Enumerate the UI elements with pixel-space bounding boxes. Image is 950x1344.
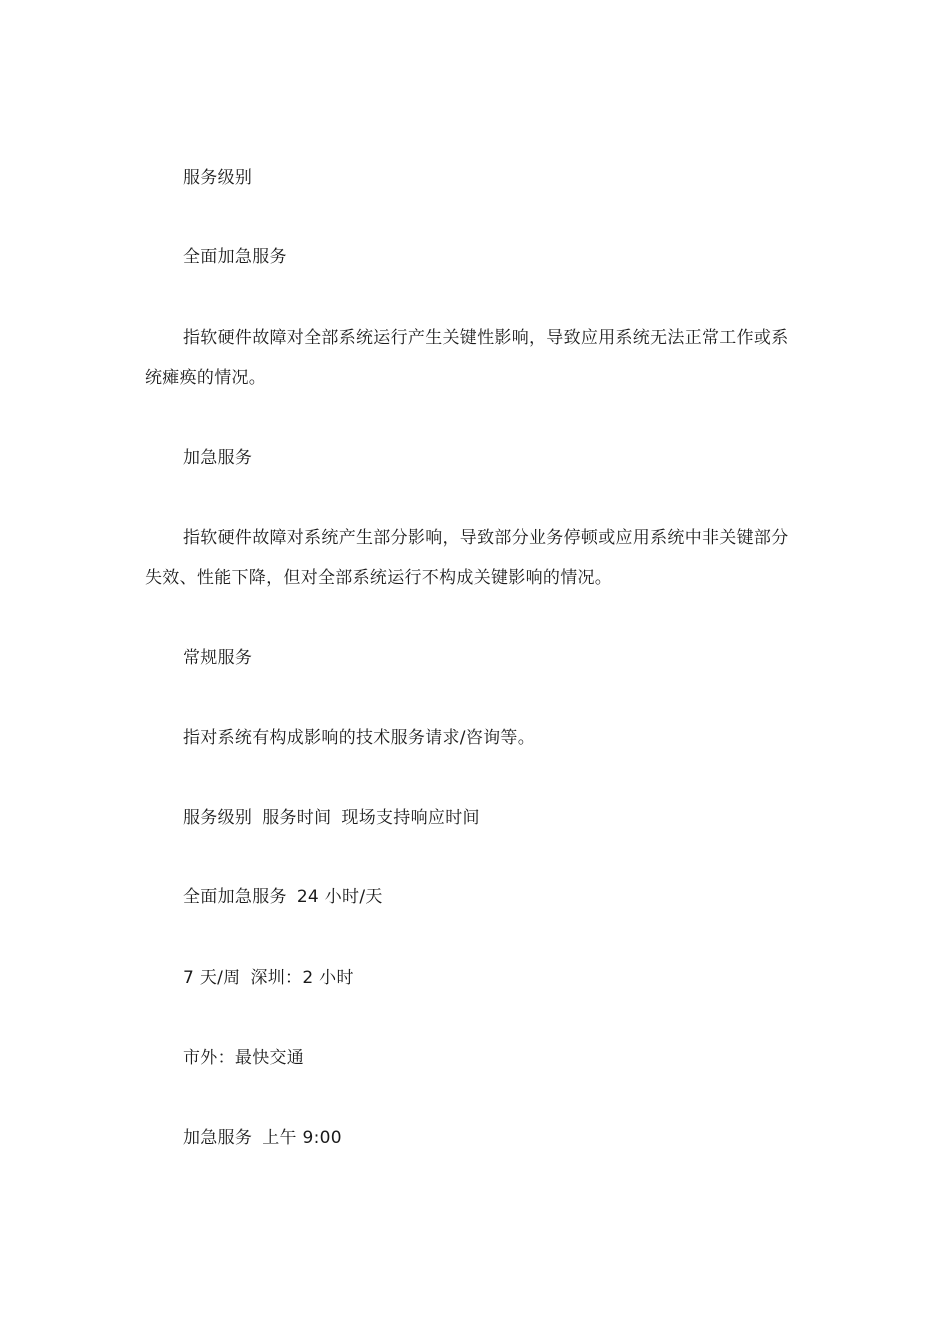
row-week-days: 7 天/周 (183, 968, 241, 988)
row-full-urgent-line (145, 877, 805, 917)
table-header-response-time: 现场支持响应时间 (341, 808, 480, 828)
heading-full-urgent-service: 全面加急服务 (183, 247, 287, 267)
row-full-urgent-level: 全面加急服务 (183, 887, 287, 907)
paragraph-urgent-description: 指软硬件故障对系统产生部分影响，导致部分业务停顿或应用系统中非关键部分失效、性能下降，但对全部系统运行不构成关键影响的情况。 (145, 528, 789, 588)
row-outside-city-line: 市外：最快交通 (183, 1048, 305, 1068)
paragraph-full-urgent-description: 指软硬件故障对全部系统运行产生关键性影响，导致应用系统无法正常工作或系统瘫痪的情况。 (145, 328, 789, 388)
table-header-line (145, 798, 805, 838)
row-urgent-line (145, 1118, 805, 1158)
row-week-line (145, 958, 805, 998)
row-urgent-level: 加急服务 (183, 1128, 253, 1148)
row-full-urgent-hours: 24 小时/天 (296, 887, 383, 907)
heading-regular-service: 常规服务 (183, 648, 253, 668)
row-urgent-time: 上午 9:00 (262, 1128, 342, 1148)
table-header-service-time: 服务时间 (262, 808, 332, 828)
table-header-service-level: 服务级别 (183, 808, 253, 828)
heading-service-level: 服务级别 (183, 168, 253, 188)
row-week-shenzhen-response: 深圳：2 小时 (250, 968, 354, 988)
paragraph-regular-description: 指对系统有构成影响的技术服务请求/咨询等。 (183, 728, 536, 748)
heading-urgent-service: 加急服务 (183, 448, 253, 468)
